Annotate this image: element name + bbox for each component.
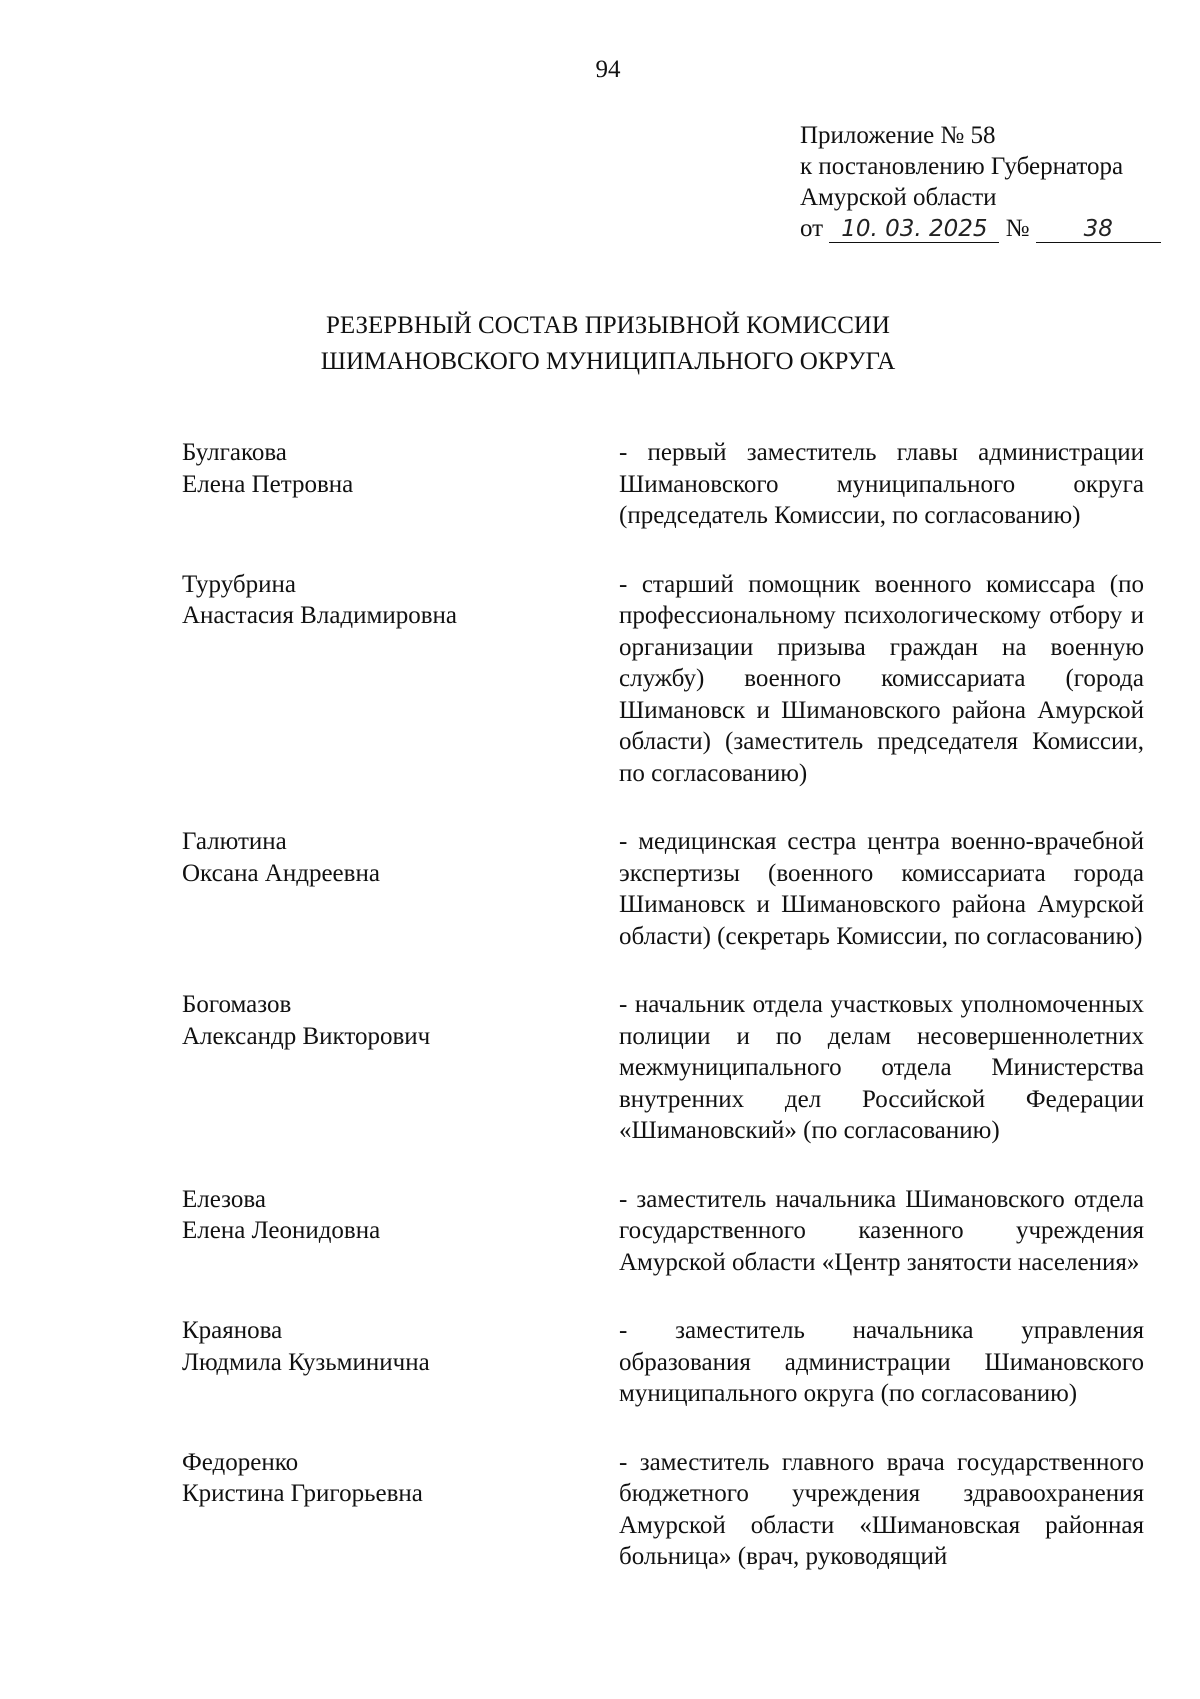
member-name [182,1315,602,1410]
appendix-header [800,120,1180,244]
member-name [182,569,602,790]
member-role: - заместитель начальника Шимановского отдела государственного казенного учреждения Амурской области «Центр занятости населения» [619,1185,1144,1276]
member-surname: Елезова [182,1185,266,1213]
member-given-names: Анастасия Владимировна [182,602,457,629]
member-surname: Галютина [182,828,287,855]
member-name [182,1447,602,1573]
member-given-names: Кристина Григорьевна [182,1480,423,1507]
appendix-date-line [800,213,1180,244]
members-list [182,437,1144,1610]
member-entry [182,826,1144,952]
appendix-reference: к постановлению Губернатора [800,153,1124,180]
document-title [0,308,1200,380]
member-surname: Булгакова [182,439,287,466]
member-surname: Федоренко [182,1448,299,1476]
number-label: № [1005,215,1030,242]
member-surname: Богомазов [182,991,292,1018]
member-role: - заместитель начальника управления образования администрации Шимановского муниципального округа (по согласованию) [619,1317,1144,1407]
member-given-names: Людмила Кузьминична [182,1348,430,1376]
member-given-names: Александр Викторович [182,1022,431,1050]
page-number: 94 [595,56,621,83]
member-name [182,437,602,532]
member-role: - первый заместитель главы администрации Шимановского муниципального округа (председатель Комиссии, по согласованию) [619,439,1144,529]
from-label: от [800,215,824,242]
member-entry [182,1447,1144,1573]
handwritten-number: 38 [1036,216,1161,243]
member-name [182,1184,602,1279]
member-entry [182,569,1144,790]
member-role: - старший помощник военного комиссара (по профессиональному психологическому отбору и организации призыва граждан на военную службу) военного комиссариата (города Шимановск и Шимановского района Амурской области) (заместитель председателя Комиссии, по согласованию) [619,570,1144,787]
appendix-region: Амурской области [800,184,997,211]
title-line-2: ШИМАНОВСКОГО МУНИЦИПАЛЬНОГО ОКРУГА [320,348,896,375]
member-entry [182,1184,1144,1279]
member-role: - медицинская сестра центра военно-врачебной экспертизы (военного комиссариата города Шимановск и Шимановского района Амурской области) (секретарь Комиссии, по согласованию) [619,828,1144,950]
member-given-names: Оксана Андреевна [182,859,380,887]
handwritten-date: 10. 03. 2025 [829,216,999,243]
member-role: - заместитель главного врача государственного бюджетного учреждения здравоохранения Амурской области «Шимановская районная больница» (врач, руководящий [619,1448,1144,1570]
title-line-1: РЕЗЕРВНЫЙ СОСТАВ ПРИЗЫВНОЙ КОМИССИИ [325,312,890,339]
member-name [182,826,602,952]
member-role: - начальник отдела участковых уполномоченных полиции и по делам несовершеннолетних межмуниципального отдела Министерства внутренних дел Российской Федерации «Шимановский» (по согласованию) [619,991,1144,1144]
member-given-names: Елена Петровна [182,470,354,498]
appendix-title: Приложение № 58 [800,122,996,149]
member-name [182,989,602,1147]
member-entry [182,437,1144,532]
member-given-names: Елена Леонидовна [182,1217,381,1244]
member-surname: Турубрина [182,570,296,598]
member-surname: Краянова [182,1317,283,1344]
member-entry [182,1315,1144,1410]
member-entry [182,989,1144,1147]
